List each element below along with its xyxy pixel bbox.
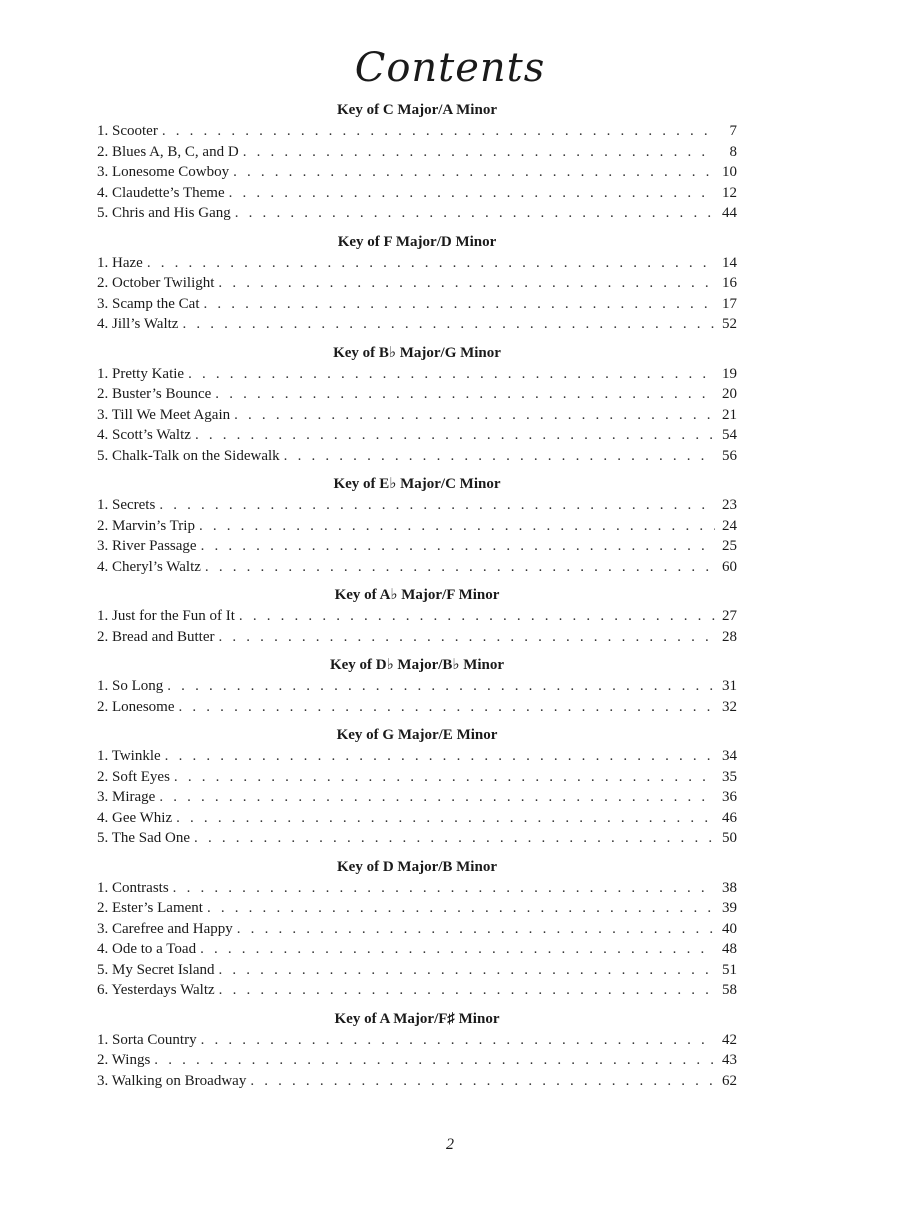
toc-entry [97, 1071, 737, 1092]
section-heading: Key of B♭ Major/G Minor [333, 344, 501, 361]
section-heading: Key of E♭ Major/C Minor [333, 476, 501, 492]
entry-page-number: 60 [722, 558, 737, 575]
entry-page-number: 38 [722, 879, 737, 896]
dot-leader [173, 878, 715, 899]
dot-leader [165, 746, 715, 767]
dot-leader [154, 1050, 715, 1071]
dot-leader [243, 142, 715, 163]
entry-title: 5. The Sad One [97, 830, 191, 846]
toc-entry [97, 405, 737, 426]
entry-title: 1. Secrets [97, 497, 156, 513]
entry-title: 1. Twinkle [97, 748, 161, 764]
toc-entry [97, 1050, 737, 1071]
entry-page-number: 19 [722, 365, 737, 382]
entry-page-number: 12 [722, 184, 737, 201]
toc-entry [97, 183, 737, 204]
dot-leader [215, 384, 715, 405]
dot-leader [194, 828, 715, 849]
dot-leader [195, 425, 715, 446]
section-heading: Key of D Major/B Minor [337, 858, 497, 875]
toc-section [97, 726, 737, 849]
toc-entry [97, 878, 737, 899]
entry-title: 2. Ester’s Lament [97, 900, 203, 916]
dot-leader [229, 183, 715, 204]
section-heading: Key of F Major/D Minor [337, 233, 497, 250]
entry-page-number: 27 [722, 608, 737, 624]
entry-page-number: 50 [722, 830, 737, 846]
entry-title: 1. Haze [97, 254, 143, 271]
entry-title: 4. Gee Whiz [97, 809, 173, 826]
section-heading: Key of C Major/A Minor [337, 102, 497, 118]
dot-leader [239, 606, 715, 627]
dot-leader [250, 1071, 715, 1092]
entry-page-number: 39 [722, 900, 737, 916]
dot-leader [147, 253, 715, 274]
dot-leader [205, 557, 715, 578]
toc-entry [97, 676, 737, 697]
entry-page-number: 42 [722, 1031, 737, 1048]
entry-title: 5. Chalk-Talk on the Sidewalk [97, 447, 280, 464]
toc-entry [97, 536, 737, 557]
entry-page-number: 40 [722, 920, 737, 937]
toc-entry [97, 767, 737, 788]
dot-leader [159, 495, 715, 516]
toc-entry [97, 364, 737, 385]
dot-leader [178, 697, 715, 718]
entry-title: 4. Scott’s Waltz [97, 427, 191, 443]
entry-page-number: 48 [722, 941, 737, 957]
entry-page-number: 44 [722, 205, 737, 221]
entry-page-number: 56 [722, 447, 737, 464]
entry-title: 1. Just for the Fun of It [97, 608, 235, 624]
toc-entry [97, 828, 737, 849]
entry-title: 2. Blues A, B, C, and D [97, 143, 239, 160]
toc-entry [97, 142, 737, 163]
section-heading: Key of D♭ Major/B♭ Minor [329, 657, 505, 673]
toc-entry [97, 808, 737, 829]
entry-page-number: 54 [722, 427, 737, 443]
entry-title: 3. Walking on Broadway [97, 1072, 247, 1089]
entry-title: 3. Till We Meet Again [97, 406, 231, 423]
toc-entry [97, 162, 737, 183]
entry-title: 3. River Passage [97, 538, 197, 554]
entry-title: 1. Contrasts [97, 879, 169, 896]
dot-leader [162, 121, 715, 142]
dot-leader [203, 294, 715, 315]
dot-leader [201, 1030, 715, 1051]
entry-page-number: 7 [729, 123, 737, 139]
entry-title: 3. Scamp the Cat [97, 295, 200, 312]
dot-leader [167, 676, 715, 697]
entry-page-number: 32 [722, 698, 737, 715]
toc-section [97, 586, 737, 647]
dot-leader [234, 405, 715, 426]
entry-page-number: 34 [722, 748, 737, 764]
entry-title: 4. Claudette’s Theme [97, 184, 225, 201]
toc-entry [97, 960, 737, 981]
entry-page-number: 36 [722, 789, 737, 805]
toc-entry [97, 919, 737, 940]
dot-leader [182, 314, 715, 335]
entry-title: 5. Chris and His Gang [97, 205, 231, 221]
dot-leader [188, 364, 715, 385]
page-number: 2 [446, 1136, 454, 1153]
entry-title: 1. Sorta Country [97, 1031, 197, 1048]
toc-section [97, 656, 737, 717]
toc-entry [97, 980, 737, 1001]
entry-title: 6. Yesterdays Waltz [97, 982, 215, 998]
entry-title: 4. Cheryl’s Waltz [97, 558, 201, 575]
toc-entry [97, 898, 737, 919]
entry-title: 2. Bread and Butter [97, 628, 215, 645]
entry-title: 1. So Long [97, 678, 164, 694]
toc-entry [97, 121, 737, 142]
section-heading: Key of G Major/E Minor [336, 727, 498, 743]
toc-section [97, 858, 737, 1001]
entry-page-number: 51 [722, 961, 737, 978]
dot-leader [174, 767, 715, 788]
entry-page-number: 31 [722, 678, 737, 694]
entry-title: 2. Wings [97, 1052, 151, 1068]
entry-title: 1. Scooter [97, 123, 158, 139]
toc-entry [97, 557, 737, 578]
toc-entry [97, 697, 737, 718]
toc-entry [97, 425, 737, 446]
toc-entry [97, 746, 737, 767]
entry-page-number: 20 [722, 386, 737, 402]
entry-page-number: 35 [722, 768, 737, 785]
entry-page-number: 28 [722, 628, 737, 645]
entry-page-number: 8 [729, 143, 737, 160]
section-heading: Key of A Major/F♯ Minor [334, 1010, 500, 1027]
toc-section [97, 101, 737, 224]
entry-title: 1. Pretty Katie [97, 365, 185, 382]
entry-title: 3. Lonesome Cowboy [97, 164, 230, 180]
dot-leader [201, 536, 715, 557]
entry-title: 2. October Twilight [97, 275, 215, 291]
dot-leader [235, 203, 715, 224]
toc-entry [97, 627, 737, 648]
section-heading: Key of A♭ Major/F Minor [334, 587, 500, 603]
entry-title: 2. Marvin’s Trip [97, 517, 195, 534]
entry-page-number: 14 [722, 254, 737, 271]
entry-title: 3. Carefree and Happy [97, 920, 233, 937]
entry-title: 4. Ode to a Toad [97, 941, 197, 957]
entry-page-number: 17 [722, 295, 737, 312]
entry-page-number: 23 [722, 497, 737, 513]
entry-page-number: 46 [722, 809, 737, 826]
dot-leader [218, 627, 715, 648]
toc-section [97, 475, 737, 577]
entry-page-number: 24 [722, 517, 737, 534]
entry-page-number: 43 [722, 1052, 737, 1068]
dot-leader [237, 919, 715, 940]
dot-leader [218, 960, 715, 981]
toc-entry [97, 1030, 737, 1051]
dot-leader [199, 516, 715, 537]
dot-leader [176, 808, 715, 829]
entry-page-number: 21 [722, 406, 737, 423]
toc-entry [97, 516, 737, 537]
dot-leader [159, 787, 715, 808]
dot-leader [284, 446, 715, 467]
toc-entry [97, 495, 737, 516]
table-of-contents [97, 101, 737, 1091]
entry-page-number: 52 [722, 316, 737, 332]
entry-title: 2. Lonesome [97, 698, 175, 715]
dot-leader [218, 273, 715, 294]
entry-title: 5. My Secret Island [97, 961, 215, 978]
dot-leader [233, 162, 715, 183]
toc-entry [97, 787, 737, 808]
toc-entry [97, 203, 737, 224]
entry-title: 4. Jill’s Waltz [97, 316, 179, 332]
entry-page-number: 62 [722, 1072, 737, 1089]
dot-leader [207, 898, 715, 919]
toc-section [97, 233, 737, 335]
toc-entry [97, 384, 737, 405]
toc-entry [97, 294, 737, 315]
toc-entry [97, 446, 737, 467]
dot-leader [219, 980, 715, 1001]
entry-page-number: 25 [722, 538, 737, 554]
dot-leader [200, 939, 715, 960]
toc-entry [97, 253, 737, 274]
entry-page-number: 58 [722, 982, 737, 998]
entry-title: 2. Buster’s Bounce [97, 386, 212, 402]
toc-entry [97, 273, 737, 294]
toc-entry [97, 606, 737, 627]
toc-section [97, 344, 737, 467]
entry-page-number: 10 [722, 164, 737, 180]
entry-title: 3. Mirage [97, 789, 156, 805]
entry-page-number: 16 [722, 275, 737, 291]
page-title: Contents [354, 45, 546, 91]
toc-entry [97, 939, 737, 960]
entry-title: 2. Soft Eyes [97, 768, 170, 785]
toc-section [97, 1010, 737, 1092]
toc-entry [97, 314, 737, 335]
